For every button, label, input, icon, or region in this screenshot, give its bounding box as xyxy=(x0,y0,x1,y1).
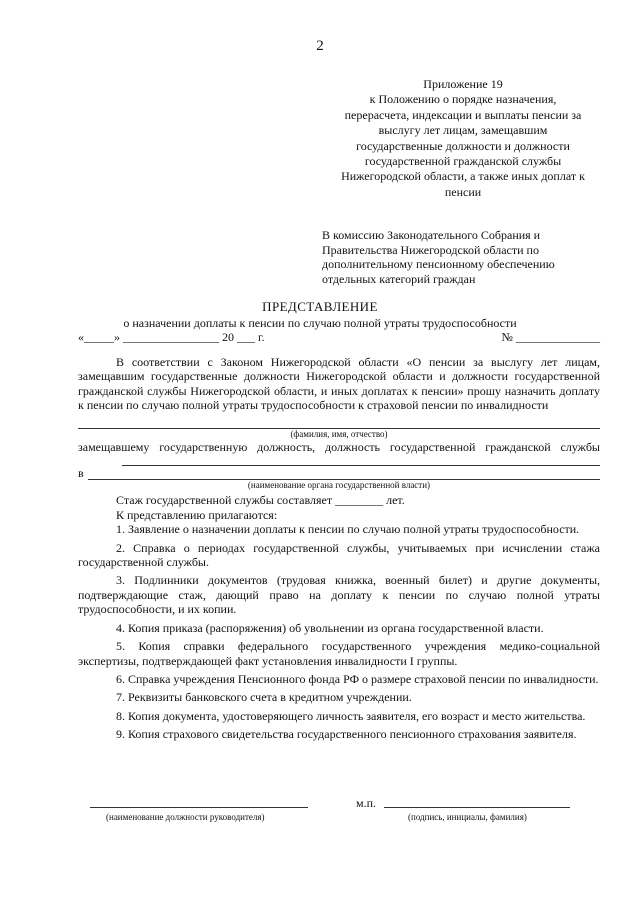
fio-field[interactable] xyxy=(78,415,600,429)
attachment-item: 3. Подлинники документов (трудовая книжка, военный билет) и другие документы, подтверждающие стаж, дающий право на доплату к пенсии по случаю полной утраты трудоспособности, и их копии. xyxy=(78,573,600,617)
document-title: ПРЕДСТАВЛЕНИЕ xyxy=(262,299,378,314)
attachment-item: 1. Заявление о назначении доплаты к пенсии по случаю полной утраты трудоспособности. xyxy=(116,522,580,537)
appendix-line: выслугу лет лицам, замещавшим xyxy=(378,123,548,138)
appendix-header xyxy=(318,77,608,200)
in-prefix: в xyxy=(78,466,84,481)
head-position-field[interactable] xyxy=(90,807,308,808)
recipient-line: отдельных категорий граждан xyxy=(322,271,476,286)
position-fill-row xyxy=(78,454,600,466)
attachment-item: 7. Реквизиты банковского счета в кредитном учреждении. xyxy=(116,690,412,705)
appendix-line: перерасчета, индексации и выплаты пенсии за xyxy=(344,107,582,122)
recipient-line: дополнительному пенсионному обеспечению xyxy=(322,257,555,272)
attachment-item: 6. Справка учреждения Пенсионного фонда РФ о размере страховой пенсии по инвалидности. xyxy=(116,671,599,686)
position-field[interactable] xyxy=(122,454,600,466)
recipient-line: Правительства Нижегородской области по xyxy=(322,242,539,257)
appendix-line: Нижегородской области, а также иных доплат к xyxy=(341,169,585,184)
position-text: замещавшему государственную должность, должность государственной гражданской службы xyxy=(78,439,600,454)
organ-row xyxy=(78,466,600,480)
stamp-label: м.п. xyxy=(356,796,377,810)
signature-field[interactable] xyxy=(384,807,570,808)
organ-field[interactable] xyxy=(88,468,600,480)
fio-caption: (фамилия, имя, отчество) xyxy=(290,428,388,439)
appendix-line: к Положению о порядке назначения, xyxy=(369,92,557,107)
attachment-item: 2. Справка о периодах государственной службы, учитываемых при исчислении стажа государственной службы. xyxy=(78,540,600,570)
attachment-item: 4. Копия приказа (распоряжения) об увольнении из органа государственной власти. xyxy=(116,620,544,635)
appendix-line: государственные должности и должности xyxy=(356,138,570,153)
recipient-block xyxy=(322,228,592,286)
date-field[interactable]: «_____» ________________ 20 ___ г. xyxy=(78,330,265,344)
date-number-line xyxy=(78,330,600,345)
recipient-line: В комиссию Законодательного Собрания и xyxy=(322,228,541,242)
signature-caption: (подпись, инициалы, фамилия) xyxy=(408,812,527,822)
organ-caption: (наименование органа государственной власти) xyxy=(247,480,431,491)
appendix-line: Приложение 19 xyxy=(423,77,503,91)
number-field[interactable]: № ______________ xyxy=(501,330,600,344)
page-number: 2 xyxy=(316,38,324,54)
attachment-item: 5. Копия справки федерального государственного учреждения медико-социальной экспертизы, подтверждающей факт установления инвалидности I группы. xyxy=(78,639,600,668)
document-subtitle: о назначении доплаты к пенсии по случаю полной утраты трудоспособности xyxy=(123,316,517,330)
document-body xyxy=(78,355,600,742)
attachment-item: 8. Копия документа, удостоверяющего личность заявителя, его возраст и место жительства. xyxy=(116,708,586,723)
appendix-line: государственной гражданской службы xyxy=(364,154,562,169)
service-length: Стаж государственной службы составляет ________ лет. xyxy=(116,493,405,508)
intro-paragraph: В соответствии с Законом Нижегородской области «О пенсии за выслугу лет лицам, замещавшим государственные должности Нижегородской области и должности государственной гражданской службы Нижегородской области, и иных доплатах к пенсии» прошу назначить доплату к пенсии по случаю полной утраты трудоспособности к страховой пенсии по инвалидности xyxy=(78,355,600,413)
attachment-item: 9. Копия страхового свидетельства государственного пенсионного страхования заявителя. xyxy=(116,727,577,742)
appendix-line: пенсии xyxy=(444,184,482,199)
attachments-header: К представлению прилагаются: xyxy=(116,507,278,522)
head-position-caption: (наименование должности руководителя) xyxy=(106,812,265,822)
